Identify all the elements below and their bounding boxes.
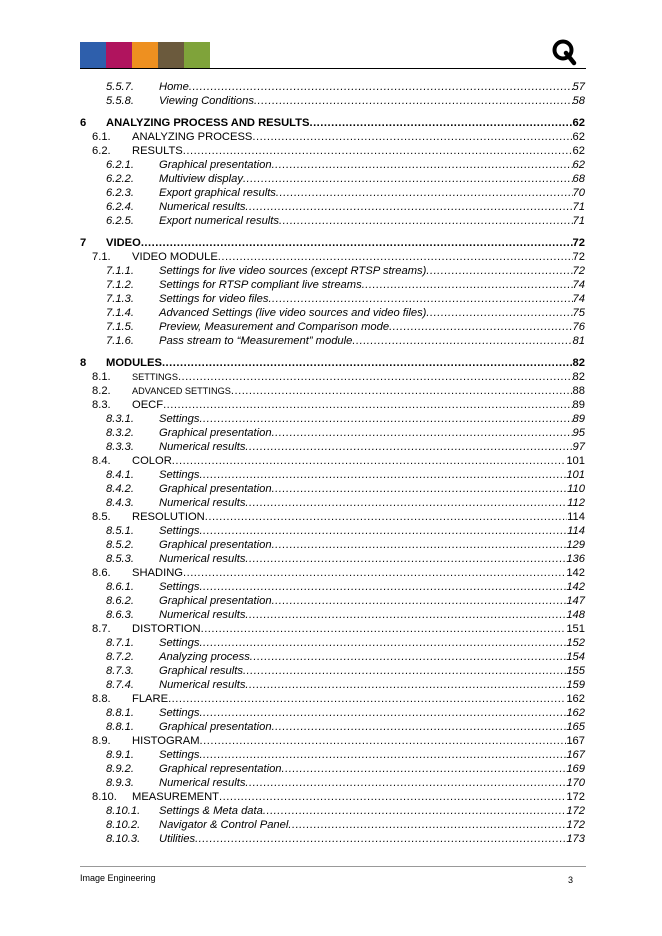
toc-entry-page: 114 <box>567 511 585 523</box>
toc-entry-leader <box>178 370 573 384</box>
toc-entry-number: 8.7.4. <box>106 679 134 691</box>
toc-entry-number: 7 <box>80 237 87 249</box>
toc-entry[interactable] <box>80 818 585 832</box>
toc-entry-leader <box>245 200 572 214</box>
toc-entry-leader <box>272 158 573 172</box>
toc-entry-title: Numerical results <box>159 679 246 691</box>
toc-entry-page: 167 <box>566 749 585 761</box>
toc-entry-title: Numerical results <box>159 609 246 621</box>
toc-entry-number: 8.5.2. <box>106 539 134 551</box>
toc-entry-leader <box>141 236 573 250</box>
toc-entry-page: 89 <box>572 413 585 425</box>
toc-entry[interactable] <box>80 292 585 306</box>
toc-entry-number: 8.1. <box>92 371 111 383</box>
toc-entry-page: 88 <box>572 385 585 397</box>
toc-entry[interactable] <box>80 130 585 144</box>
toc-entry[interactable] <box>80 320 585 334</box>
toc-entry[interactable] <box>80 580 585 594</box>
toc-entry-number: 8.6.3. <box>106 609 134 621</box>
toc-entry-number: 8.7.2. <box>106 651 134 663</box>
toc-entry-title: Graphical representation <box>159 763 282 775</box>
toc-entry-page: 172 <box>566 819 585 831</box>
toc-entry[interactable] <box>80 776 585 790</box>
toc-entry-title: Viewing Conditions <box>159 95 254 107</box>
toc-entry[interactable] <box>80 678 585 692</box>
toc-entry-page: 57 <box>572 81 585 93</box>
toc-entry-page: 72 <box>572 237 585 249</box>
toc-entry[interactable] <box>80 664 585 678</box>
toc-entry-title: OECF <box>132 399 164 411</box>
toc-entry-page: 101 <box>566 469 585 481</box>
toc-entry[interactable] <box>80 622 585 636</box>
toc-entry-title: Navigator & Control Panel <box>159 819 289 831</box>
toc-entry-page: 162 <box>566 693 585 705</box>
toc-entry[interactable] <box>80 236 585 250</box>
toc-entry-title: Export graphical results <box>159 187 276 199</box>
toc-entry-page: 97 <box>572 441 585 453</box>
toc-entry-number: 6.1. <box>92 131 111 143</box>
toc-entry-leader <box>279 214 573 228</box>
toc-entry[interactable] <box>80 468 585 482</box>
toc-entry-page: 68 <box>572 173 585 185</box>
toc-entry[interactable] <box>80 426 585 440</box>
logo-block-brown <box>158 42 184 68</box>
toc-entry-title: Numerical results <box>159 201 246 213</box>
toc-entry-leader <box>288 818 566 832</box>
toc-entry-number: 5.5.7. <box>106 81 134 93</box>
toc-entry[interactable] <box>80 214 585 228</box>
toc-entry-number: 7.1.4. <box>106 307 134 319</box>
toc-entry[interactable] <box>80 594 585 608</box>
logo-block-orange <box>132 42 158 68</box>
toc-entry[interactable] <box>80 172 585 186</box>
toc-entry-leader <box>231 384 573 398</box>
toc-entry-page: 101 <box>566 455 585 467</box>
toc-entry-page: 151 <box>566 623 585 635</box>
toc-entry-number: 8.4.2. <box>106 483 134 495</box>
toc-entry-number: 8.4. <box>92 455 111 467</box>
toc-entry-title: Graphical results <box>159 665 243 677</box>
toc-entry-title: ADVANCED SETTINGS <box>132 386 231 396</box>
toc-entry-title: Graphical presentation <box>159 159 272 171</box>
toc-entry[interactable] <box>80 762 585 776</box>
toc-entry-number: 8.3.2. <box>106 427 134 439</box>
toc-entry-title: ANALYZING PROCESS AND RESULTS <box>106 117 310 129</box>
toc-entry-number: 7.1. <box>92 251 111 263</box>
toc-entry[interactable] <box>80 200 585 214</box>
toc-entry-number: 8.8.1. <box>106 707 134 719</box>
toc-entry-leader <box>272 482 568 496</box>
toc-entry-page: 136 <box>566 553 585 565</box>
toc-entry-page: 155 <box>566 665 585 677</box>
toc-entry-title: Settings <box>159 581 200 593</box>
toc-entry-title: Analyzing process <box>159 651 250 663</box>
toc-entry-leader <box>268 292 572 306</box>
toc-entry-page: 75 <box>572 307 585 319</box>
toc-entry-title: Settings <box>159 525 200 537</box>
toc-entry-title: Settings <box>159 707 200 719</box>
toc-entry-number: 8.6. <box>92 567 111 579</box>
toc-entry-leader <box>245 608 566 622</box>
toc-entry-leader <box>245 776 566 790</box>
toc-entry-title: Settings <box>159 749 200 761</box>
toc-entry-page: 172 <box>566 791 585 803</box>
toc-entry[interactable] <box>80 186 585 200</box>
toc-entry-page: 167 <box>566 735 585 747</box>
toc-entry-number: 8.10.2. <box>106 819 141 831</box>
toc-entry-page: 62 <box>572 131 585 143</box>
toc-entry-title: HISTOGRAM <box>132 735 200 747</box>
toc-entry-title: Settings & Meta data <box>159 805 263 817</box>
toc-entry-title: Settings <box>159 637 200 649</box>
toc-entry-leader <box>272 720 567 734</box>
toc-entry[interactable] <box>80 278 585 292</box>
toc-entry-leader <box>282 762 567 776</box>
toc-entry[interactable] <box>80 250 585 264</box>
toc-entry-page: 70 <box>572 187 585 199</box>
toc-entry-number: 6.2.4. <box>106 201 134 213</box>
toc-entry-page: 154 <box>566 651 585 663</box>
logo-block-blue <box>80 42 106 68</box>
toc-entry-page: 81 <box>572 335 585 347</box>
toc-entry-title: Utilities <box>159 833 196 845</box>
toc-entry-title: Settings for live video sources (except RTSP streams) <box>159 265 427 277</box>
toc-entry-leader <box>426 306 572 320</box>
toc-entry-page: 142 <box>566 581 585 593</box>
toc-entry-number: 8.8.1. <box>106 721 134 733</box>
toc-entry-leader <box>168 692 566 706</box>
toc-entry-number: 8.2. <box>92 385 111 397</box>
toc-entry[interactable] <box>80 158 585 172</box>
toc-entry-leader <box>245 440 572 454</box>
toc-entry[interactable] <box>80 524 585 538</box>
toc-entry-title: VIDEO <box>106 237 141 249</box>
toc-entry-number: 8 <box>80 357 87 369</box>
toc-entry-leader <box>250 650 567 664</box>
toc-entry-leader <box>252 130 572 144</box>
toc-entry-leader <box>205 510 567 524</box>
toc-entry[interactable] <box>80 144 585 158</box>
toc-entry-title: DISTORTION <box>132 623 201 635</box>
toc-entry-leader <box>199 468 566 482</box>
toc-entry-title: RESULTS <box>132 145 183 157</box>
toc-entry-title: Multiview display <box>159 173 243 185</box>
toc-entry-page: 72 <box>572 265 585 277</box>
toc-entry-leader <box>426 264 572 278</box>
toc-entry-page: 71 <box>572 215 585 227</box>
toc-entry-page: 152 <box>566 637 585 649</box>
toc-entry-number: 8.3.3. <box>106 441 134 453</box>
toc-entry-page: 165 <box>566 721 585 733</box>
toc-entry[interactable] <box>80 454 585 468</box>
toc-entry-page: 58 <box>572 95 585 107</box>
toc-entry-leader <box>272 538 567 552</box>
toc-entry-leader <box>199 524 567 538</box>
toc-entry-number: 7.1.3. <box>106 293 134 305</box>
toc-entry-page: 62 <box>572 117 585 129</box>
toc-entry-title: Graphical presentation <box>159 427 272 439</box>
toc-entry-leader <box>189 80 573 94</box>
toc-entry-number: 6.2.2. <box>106 173 134 185</box>
toc-entry[interactable] <box>80 440 585 454</box>
toc-entry-title: Settings <box>159 413 200 425</box>
toc-entry-title: COLOR <box>132 455 172 467</box>
toc-entry-number: 6.2.5. <box>106 215 134 227</box>
toc-entry-page: 74 <box>572 279 585 291</box>
toc-entry-number: 8.10. <box>92 791 117 803</box>
toc-entry[interactable] <box>80 306 585 320</box>
toc-entry-number: 8.7.1. <box>106 637 134 649</box>
toc-entry-number: 6.2.1. <box>106 159 134 171</box>
toc-entry[interactable] <box>80 650 585 664</box>
toc-entry-number: 8.7. <box>92 623 111 635</box>
header-divider <box>80 68 586 69</box>
toc-entry[interactable] <box>80 384 585 398</box>
toc-entry-page: 162 <box>566 707 585 719</box>
toc-entry-page: 89 <box>572 399 585 411</box>
toc-entry-number: 8.5.3. <box>106 553 134 565</box>
toc-entry[interactable] <box>80 566 585 580</box>
toc-entry-title: Graphical presentation <box>159 595 272 607</box>
toc-entry-leader <box>199 706 566 720</box>
toc-entry-title: Numerical results <box>159 777 246 789</box>
toc-entry-page: 82 <box>572 371 585 383</box>
toc-entry-title: Settings for RTSP compliant live streams <box>159 279 362 291</box>
toc-entry-number: 8.9.1. <box>106 749 134 761</box>
toc-entry-title: Preview, Measurement and Comparison mode <box>159 321 390 333</box>
toc-entry-title: Numerical results <box>159 553 246 565</box>
toc-entry-page: 148 <box>566 609 585 621</box>
toc-entry-number: 7.1.1. <box>106 265 134 277</box>
toc-entry[interactable] <box>80 608 585 622</box>
toc-entry-page: 110 <box>567 483 585 495</box>
toc-entry-title: Graphical presentation <box>159 539 272 551</box>
toc-entry-leader <box>172 454 567 468</box>
logo-block-green <box>184 42 210 68</box>
toc-entry-leader <box>309 116 572 130</box>
logo-block-magenta <box>106 42 132 68</box>
toc-entry[interactable] <box>80 370 585 384</box>
toc-entry[interactable] <box>80 510 585 524</box>
toc-entry-leader <box>245 552 566 566</box>
toc-entry-leader <box>272 426 573 440</box>
toc-entry[interactable] <box>80 706 585 720</box>
toc-entry-page: 142 <box>566 567 585 579</box>
toc-entry-title: Graphical presentation <box>159 483 272 495</box>
toc-entry-leader <box>272 594 567 608</box>
toc-entry-page: 173 <box>566 833 585 845</box>
toc-entry-number: 8.5.1. <box>106 525 134 537</box>
toc-entry-title: Pass stream to “Measurement” module <box>159 335 353 347</box>
toc-entry[interactable] <box>80 538 585 552</box>
toc-entry-leader <box>352 334 572 348</box>
toc-entry-number: 8.6.2. <box>106 595 134 607</box>
toc-entry-title: Advanced Settings (live video sources and video files) <box>159 307 427 319</box>
toc-entry[interactable] <box>80 356 585 370</box>
table-of-contents <box>80 80 585 846</box>
toc-entry-leader <box>163 398 572 412</box>
toc-entry[interactable] <box>80 80 585 94</box>
toc-entry-page: 76 <box>572 321 585 333</box>
toc-entry[interactable] <box>80 734 585 748</box>
toc-entry-number: 7.1.2. <box>106 279 134 291</box>
toc-entry-number: 8.9.3. <box>106 777 134 789</box>
toc-entry-page: 170 <box>566 777 585 789</box>
toc-entry-leader <box>389 320 572 334</box>
toc-entry-page: 72 <box>572 251 585 263</box>
toc-entry-leader <box>199 636 566 650</box>
toc-entry-page: 147 <box>566 595 585 607</box>
toc-entry-page: 129 <box>566 539 585 551</box>
toc-entry-leader <box>245 496 567 510</box>
toc-entry-page: 62 <box>572 145 585 157</box>
toc-entry-leader <box>243 172 573 186</box>
toc-entry-page: 172 <box>566 805 585 817</box>
toc-entry-leader <box>199 748 566 762</box>
toc-entry[interactable] <box>80 552 585 566</box>
toc-entry-page: 114 <box>567 525 585 537</box>
toc-entry-leader <box>276 186 573 200</box>
toc-entry-title: FLARE <box>132 693 169 705</box>
toc-entry-title: Export numerical results <box>159 215 279 227</box>
toc-entry-title: MEASUREMENT <box>132 791 220 803</box>
toc-entry[interactable] <box>80 94 585 108</box>
toc-entry-number: 7.1.6. <box>106 335 134 347</box>
toc-entry[interactable] <box>80 748 585 762</box>
toc-entry-title: Numerical results <box>159 497 246 509</box>
toc-entry[interactable] <box>80 692 585 706</box>
toc-entry-number: 8.9.2. <box>106 763 134 775</box>
toc-entry-page: 74 <box>572 293 585 305</box>
toc-entry[interactable] <box>80 398 585 412</box>
toc-entry-number: 5.5.8. <box>106 95 134 107</box>
toc-entry-number: 7.1.5. <box>106 321 134 333</box>
toc-entry-leader <box>245 678 566 692</box>
toc-entry-title: RESOLUTION <box>132 511 205 523</box>
toc-entry-number: 8.5. <box>92 511 111 523</box>
footer-page-number: 3 <box>568 875 574 885</box>
toc-entry-leader <box>218 250 573 264</box>
toc-entry-title: SHADING <box>132 567 183 579</box>
toc-entry-title: SETTINGS <box>132 372 178 382</box>
toc-entry-leader <box>183 144 573 158</box>
toc-entry-leader <box>263 804 566 818</box>
toc-entry-number: 6.2.3. <box>106 187 134 199</box>
toc-entry-number: 6.2. <box>92 145 111 157</box>
toc-entry-number: 8.4.1. <box>106 469 134 481</box>
toc-entry-page: 62 <box>572 159 585 171</box>
toc-entry-title: MODULES <box>106 357 162 369</box>
footer-divider <box>80 866 586 867</box>
toc-entry[interactable] <box>80 334 585 348</box>
toc-entry-leader <box>201 622 567 636</box>
toc-entry-leader <box>183 566 566 580</box>
toc-entry[interactable] <box>80 412 585 426</box>
toc-entry[interactable] <box>80 804 585 818</box>
toc-entry-title: Settings for video files <box>159 293 269 305</box>
toc-entry[interactable] <box>80 116 585 130</box>
toc-entry-leader <box>219 790 566 804</box>
toc-entry-number: 8.10.3. <box>106 833 141 845</box>
toc-entry-title: ANALYZING PROCESS <box>132 131 253 143</box>
toc-entry[interactable] <box>80 790 585 804</box>
toc-entry[interactable] <box>80 832 585 846</box>
toc-entry-number: 8.3.1. <box>106 413 134 425</box>
toc-entry-leader <box>195 832 566 846</box>
toc-entry[interactable] <box>80 496 585 510</box>
toc-entry-number: 8.8. <box>92 693 111 705</box>
toc-entry-number: 8.4.3. <box>106 497 134 509</box>
toc-entry-page: 71 <box>572 201 585 213</box>
toc-entry-title: Numerical results <box>159 441 246 453</box>
toc-entry-page: 169 <box>566 763 585 775</box>
toc-entry-page: 82 <box>572 357 585 369</box>
toc-entry-leader <box>199 412 572 426</box>
toc-entry-leader <box>254 94 573 108</box>
toc-entry-leader <box>162 356 573 370</box>
toc-entry-page: 112 <box>567 497 585 509</box>
toc-entry-page: 159 <box>566 679 585 691</box>
toc-entry[interactable] <box>80 264 585 278</box>
toc-entry[interactable] <box>80 636 585 650</box>
toc-entry-leader <box>243 664 566 678</box>
toc-entry-page: 95 <box>572 427 585 439</box>
toc-entry-number: 8.7.3. <box>106 665 134 677</box>
toc-entry-title: VIDEO MODULE <box>132 251 218 263</box>
toc-entry-number: 6 <box>80 117 87 129</box>
brand-color-bar <box>80 42 210 68</box>
toc-entry[interactable] <box>80 720 585 734</box>
toc-entry-title: Settings <box>159 469 200 481</box>
toc-entry[interactable] <box>80 482 585 496</box>
toc-entry-number: 8.10.1. <box>106 805 141 817</box>
toc-entry-leader <box>200 734 567 748</box>
footer-company: Image Engineering <box>80 873 156 883</box>
toc-entry-number: 8.3. <box>92 399 111 411</box>
toc-entry-title: Graphical presentation <box>159 721 272 733</box>
toc-entry-title: Home <box>159 81 189 93</box>
toc-entry-leader <box>362 278 573 292</box>
magnifier-logo-icon <box>551 38 577 66</box>
toc-entry-number: 8.9. <box>92 735 111 747</box>
toc-entry-leader <box>199 580 566 594</box>
toc-entry-number: 8.6.1. <box>106 581 134 593</box>
